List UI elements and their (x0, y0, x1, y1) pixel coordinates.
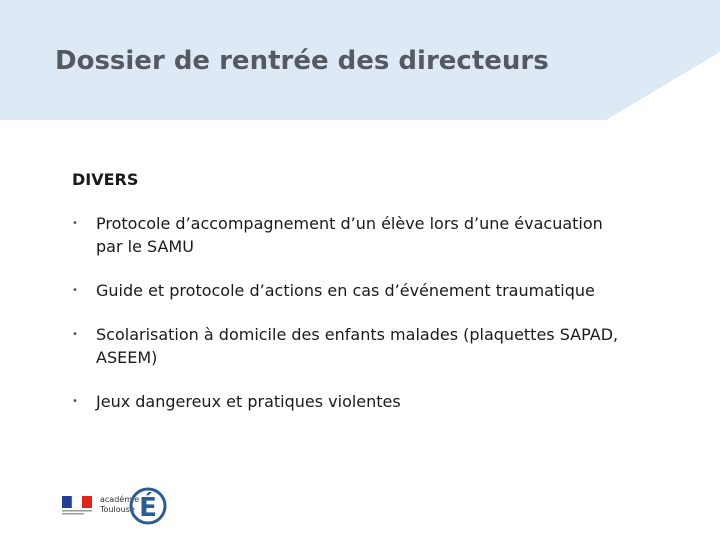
logo-line-toulouse: Toulouse (100, 505, 135, 514)
republique-francaise-logo (62, 496, 94, 516)
list-item (72, 279, 632, 302)
academie-e-emblem (124, 478, 168, 530)
bullet-icon: • (72, 285, 78, 296)
list-item-text: Jeux dangereux et pratiques violentes (96, 392, 401, 411)
list-item-text: Protocole d’accompagnement d’un élève lors d’une évacuation par le SAMU (96, 214, 603, 256)
slide-title: Dossier de rentrée des directeurs (55, 46, 549, 76)
list-item (72, 323, 632, 369)
logo-line-academie: académie (100, 495, 140, 504)
logo-letter: É (139, 493, 157, 523)
header-band (0, 0, 720, 120)
list-item-text: Guide et protocole d’actions en cas d’événement traumatique (96, 281, 595, 300)
list-item (72, 212, 632, 258)
bullet-icon: • (72, 396, 78, 407)
list-item (72, 390, 632, 413)
academie-toulouse-logo (62, 478, 168, 530)
bullet-list (72, 212, 632, 434)
bullet-icon: • (72, 329, 78, 340)
list-item-text: Scolarisation à domicile des enfants malades (plaquettes SAPAD, ASEEM) (96, 325, 619, 367)
bullet-icon: • (72, 218, 78, 229)
section-heading: DIVERS (72, 170, 139, 189)
